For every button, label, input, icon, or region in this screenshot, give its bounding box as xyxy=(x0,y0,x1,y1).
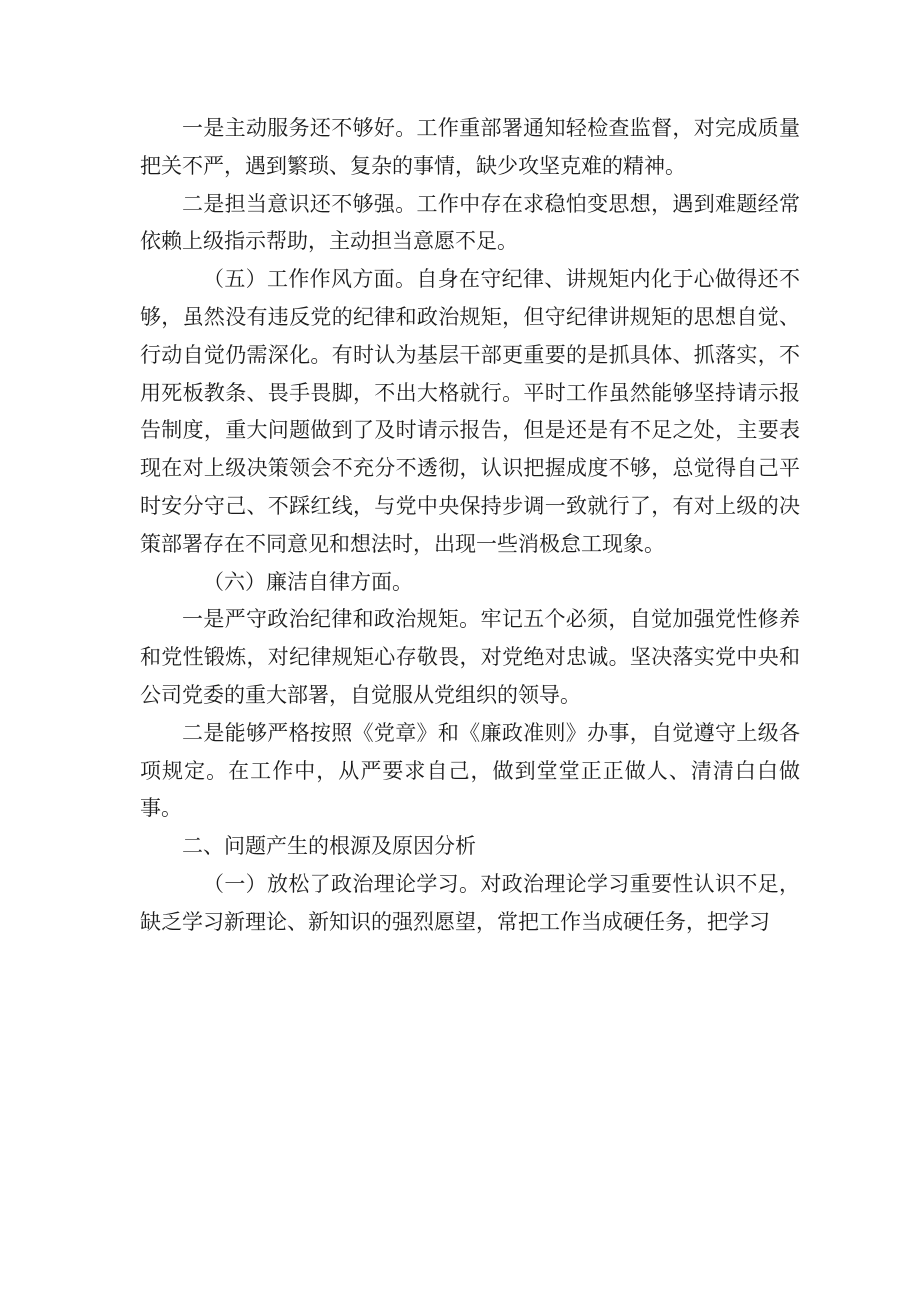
paragraph-party-constitution: 二是能够严格按照《党章》和《廉政准则》办事，自觉遵守上级各项规定。在工作中，从严要求自己，做到堂堂正正做人、清清白白做事。 xyxy=(140,720,800,821)
paragraph-work-style: （五）工作作风方面。自身在守纪律、讲规矩内化于心做得还不够，虽然没有违反党的纪律和政治规矩，但守纪律讲规矩的思想自觉、行动自觉仍需深化。有时认为基层干部更重要的是抓具体、抓落实，不用死板教条、畏手畏脚，不出大格就行。平时工作虽然能够坚持请示报告制度，重大问题做到了及时请示报告，但是还是有不足之处，主要表现在对上级决策领会不充分不透彻，认识把握成度不够，总觉得自己平时安分守己、不踩红线，与党中央保持步调一致就行了，有对上级的决策部署存在不同意见和想法时，出现一些消极怠工现象。 xyxy=(140,267,800,556)
paragraph-integrity-heading: （六）廉洁自律方面。 xyxy=(203,569,413,594)
paragraph-theory-study: （一）放松了政治理论学习。对政治理论学习重要性认识不足，缺乏学习新理论、新知识的强烈愿望，常把工作当成硬任务，把学习 xyxy=(140,871,800,934)
section-heading-root-causes: 二、问题产生的根源及原因分析 xyxy=(182,834,476,859)
document-page xyxy=(140,110,800,942)
paragraph-responsibility: 二是担当意识还不够强。工作中存在求稳怕变思想，遇到难题经常依赖上级指示帮助，主动担当意愿不足。 xyxy=(140,191,800,254)
paragraph-service: 一是主动服务还不够好。工作重部署通知轻检查监督，对完成质量把关不严，遇到繁琐、复杂的事情，缺少攻坚克难的精神。 xyxy=(140,116,800,178)
paragraph-political-discipline: 一是严守政治纪律和政治规矩。牢记五个必须，自觉加强党性修养和党性锻炼，对纪律规矩心存敬畏，对党绝对忠诚。坚决落实党中央和公司党委的重大部署，自觉服从党组织的领导。 xyxy=(140,607,800,707)
